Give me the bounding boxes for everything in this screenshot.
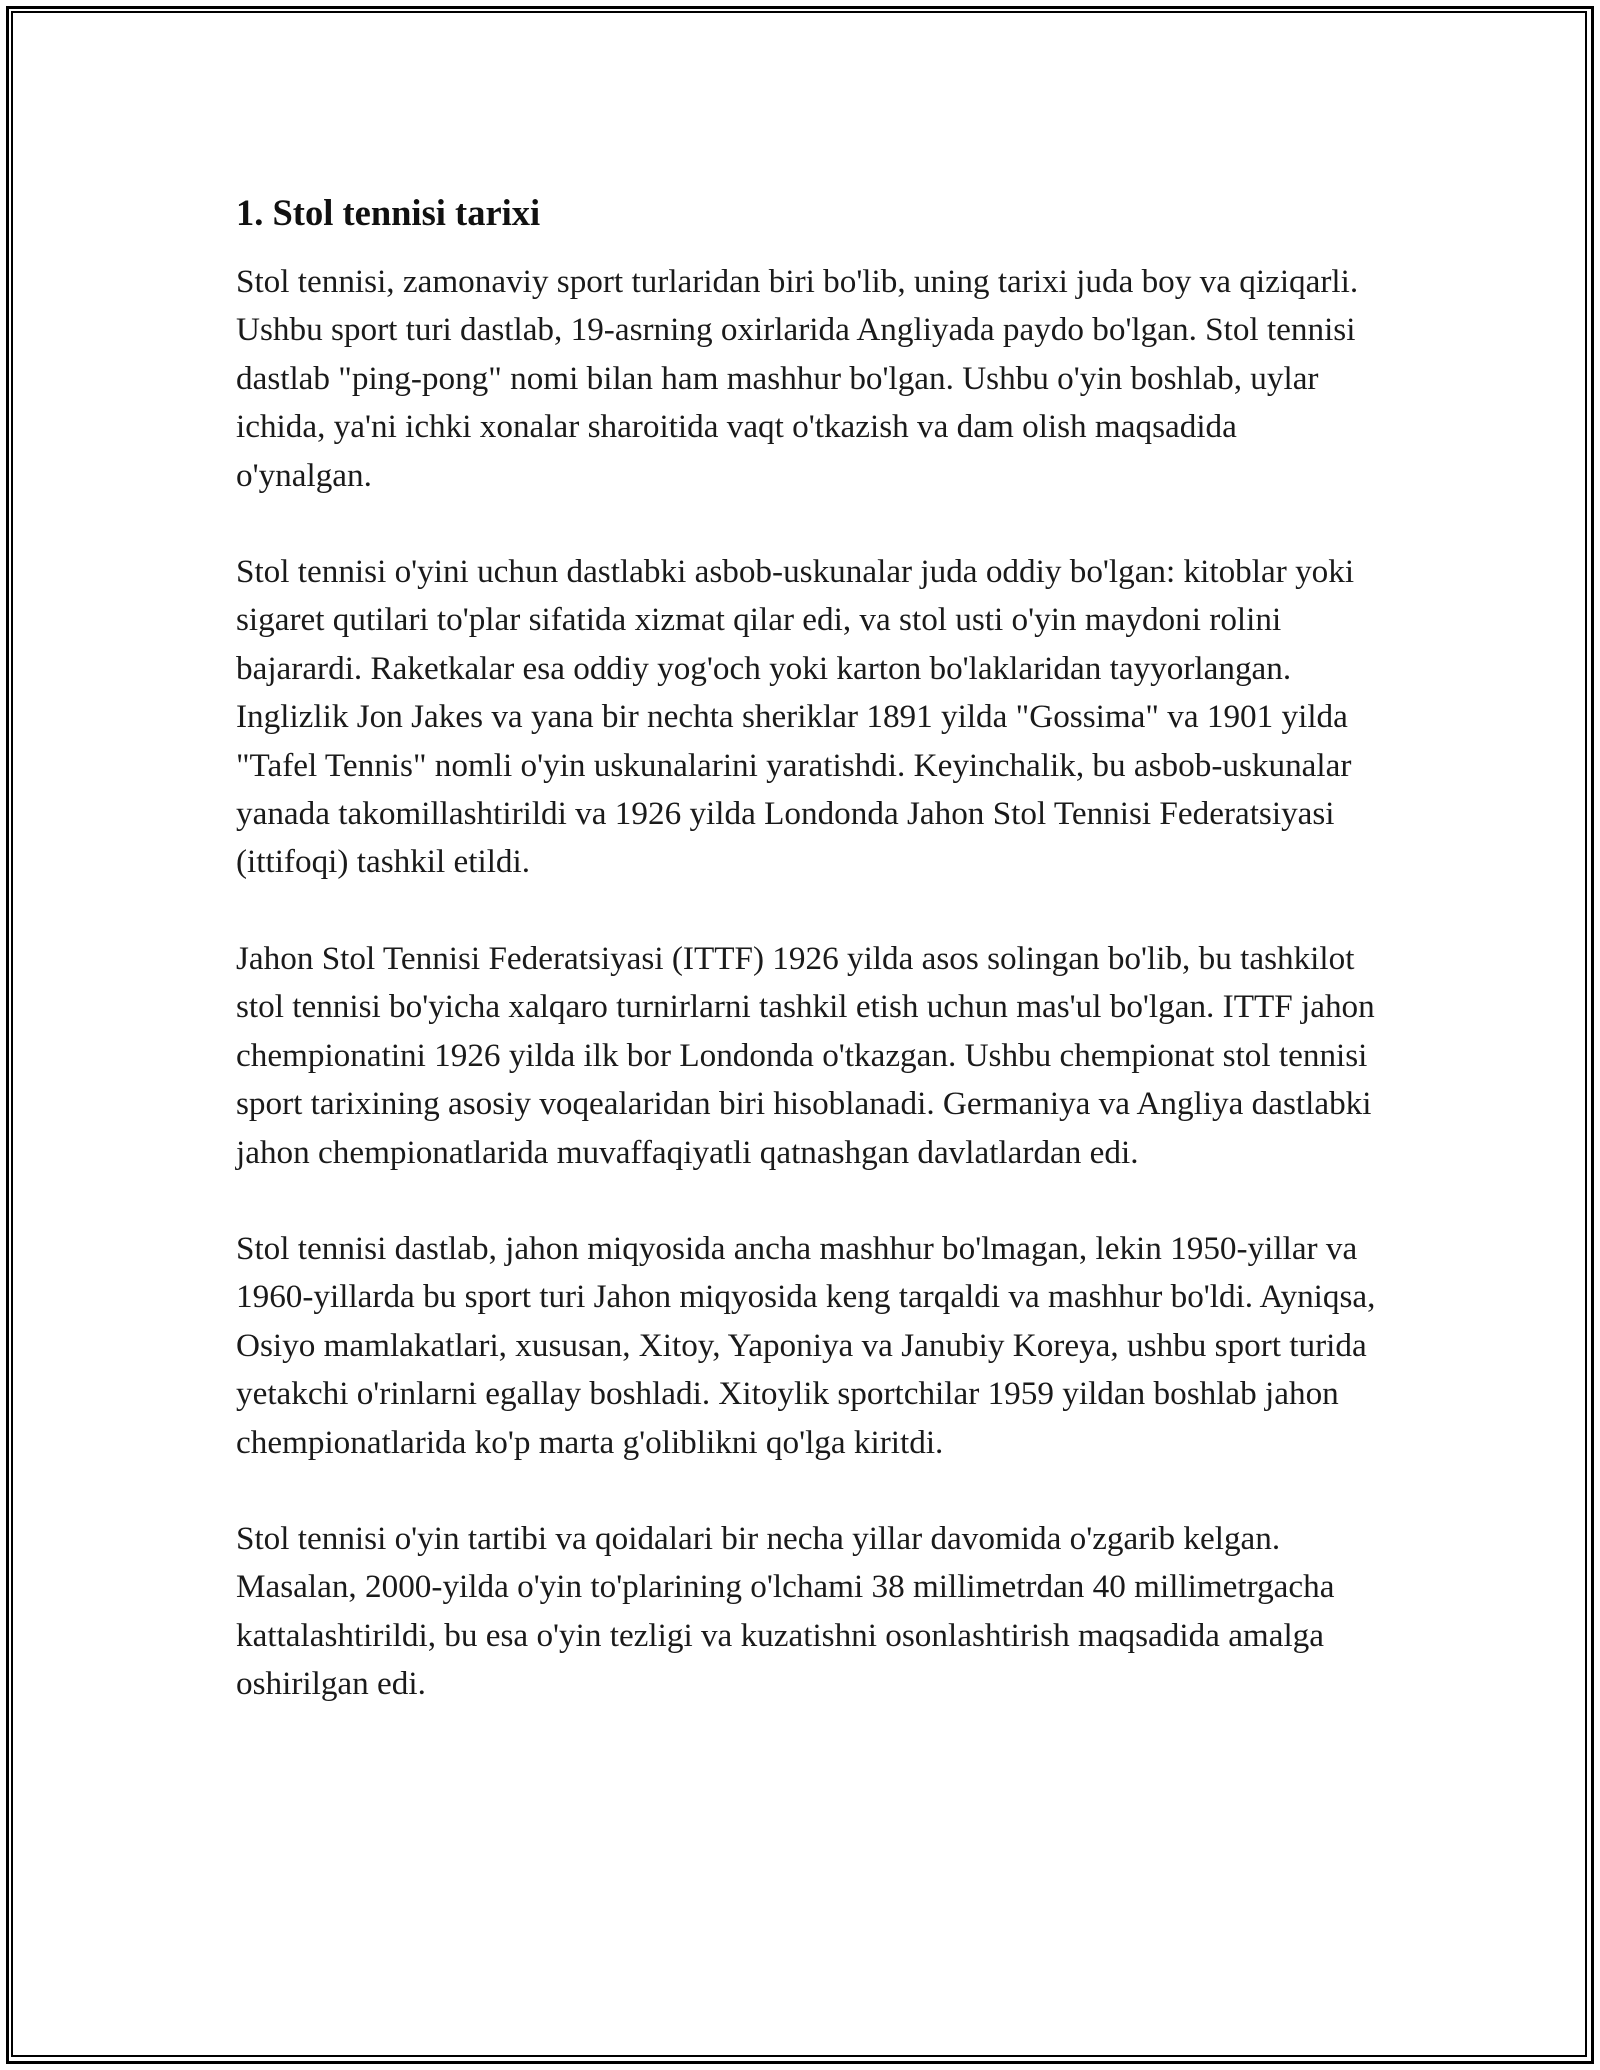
document-body <box>236 188 1376 1757</box>
paragraph-rules-changes: Stol tennisi o'yin tartibi va qoidalari bir necha yillar davomida o'zgarib kelgan. Masalan, 2000-yilda o'yin to'plarining o'lchami 38 millimetrdan 40 millimetrgacha kattalashtirildi, bu esa o'yin tezligi va kuzatishni osonlashtirish maqsadida amalga oshirilgan edi. <box>236 1519 1335 1703</box>
section-heading: 1. Stol tennisi tarixi <box>236 192 541 233</box>
paragraph-early-equipment: Stol tennisi o'yini uchun dastlabki asbob-uskunalar juda oddiy bo'lgan: kitoblar yoki sigaret qutilari to'plar sifatida xizmat qilar edi, va stol usti o'yin maydoni rolini bajarardi. Raketkalar esa oddiy yog'och yoki karton bo'laklaridan tayyorlangan. Inglizlik Jon Jakes va yana bir nechta sheriklar 1891 yilda "Gossima" va 1901 yilda "Tafel Tennis" nomli o'yin uskunalarini yaratishdi. Keyinchalik, bu asbob-uskunalar yanada takomillashtirildi va 1926 yilda Londonda Jahon Stol Tennisi Federatsiyasi (ittifoqi) tashkil etildi. <box>236 553 1355 881</box>
paragraph-popularity: Stol tennisi dastlab, jahon miqyosida ancha mashhur bo'lmagan, lekin 1950-yillar va 1960-yillarda bu sport turi Jahon miqyosida keng tarqaldi va mashhur bo'ldi. Ayniqsa, Osiyo mamlakatlari, xususan, Xitoy, Yaponiya va Janubiy Koreya, ushbu sport turida yetakchi o'rinlarni egallay boshladi. Xitoylik sportchilar 1959 yildan boshlab jahon chempionatlarida ko'p marta g'oliblikni qo'lga kiritdi. <box>236 1229 1376 1461</box>
paragraph-origins: Stol tennisi, zamonaviy sport turlaridan biri bo'lib, uning tarixi juda boy va qiziqarli. Ushbu sport turi dastlab, 19-asrning oxirlarida Angliyada paydo bo'lgan. Stol tennisi dastlab "ping-pong" nomi bilan ham mashhur bo'lgan. Ushbu o'yin boshlab, uylar ichida, ya'ni ichki xonalar sharoitida vaqt o'tkazish va dam olish maqsadida o'ynalgan. <box>236 263 1359 494</box>
paragraph-ittf: Jahon Stol Tennisi Federatsiyasi (ITTF) 1926 yilda asos solingan bo'lib, bu tashkilot stol tennisi bo'yicha xalqaro turnirlarni tashkil etish uchun mas'ul bo'lgan. ITTF jahon chempionatini 1926 yilda ilk bor Londonda o'tkazgan. Ushbu chempionat stol tennisi sport tarixining asosiy voqealaridan biri hisoblanadi. Germaniya va Angliya dastlabki jahon chempionatlarida muvaffaqiyatli qatnashgan davlatlardan edi. <box>236 939 1375 1171</box>
